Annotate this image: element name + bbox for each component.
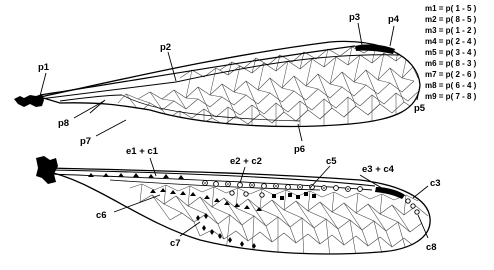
forewing-main-veins: [40, 46, 400, 121]
label-e2-c2: e2 + c2: [230, 156, 262, 167]
legend-m3: m3 = p( 1 - 2 ): [425, 26, 477, 35]
label-c8: c8: [426, 242, 437, 253]
label-e3-c4: e3 + c4: [362, 164, 394, 175]
upper-wing-labels: [38, 12, 426, 155]
forewing: [14, 41, 420, 129]
label-c5: c5: [326, 156, 337, 167]
diamond-markers: [196, 213, 256, 249]
measurement-legend: [425, 4, 477, 101]
label-c3: c3: [430, 178, 441, 189]
hindwing-outline: [50, 168, 430, 254]
label-e1-c1: e1 + c1: [126, 146, 158, 157]
label-p6: p6: [294, 144, 306, 155]
forewing-outline: [40, 41, 420, 126]
label-c7: c7: [170, 238, 181, 249]
legend-m2: m2 = p( 8 - 5 ): [425, 15, 477, 24]
forewing-base: [14, 94, 44, 107]
forewing-venation-mesh: [118, 43, 420, 129]
legend-m7: m7 = p( 2 - 6 ): [425, 70, 477, 79]
legend-m8: m8 = p( 6 - 4 ): [425, 81, 477, 90]
label-c6: c6: [96, 210, 107, 221]
hindwing-base: [36, 156, 58, 184]
label-p1: p1: [38, 62, 50, 73]
legend-m9: m9 = p( 7 - 8 ): [425, 92, 477, 101]
label-p8: p8: [58, 118, 70, 129]
legend-m6: m6 = p( 8 - 3 ): [425, 59, 477, 68]
label-p4: p4: [388, 14, 400, 25]
legend-m1: m1 = p( 1 - 5 ): [425, 4, 477, 13]
hindwing-markers: [88, 173, 419, 249]
legend-m5: m5 = p( 3 - 4 ): [425, 48, 477, 57]
label-p3: p3: [349, 12, 361, 23]
legend-m4: m4 = p( 2 - 4 ): [425, 37, 477, 46]
label-p7: p7: [80, 136, 92, 147]
pterostigma: [355, 44, 395, 54]
label-p2: p2: [160, 42, 172, 53]
label-p5: p5: [414, 103, 426, 114]
